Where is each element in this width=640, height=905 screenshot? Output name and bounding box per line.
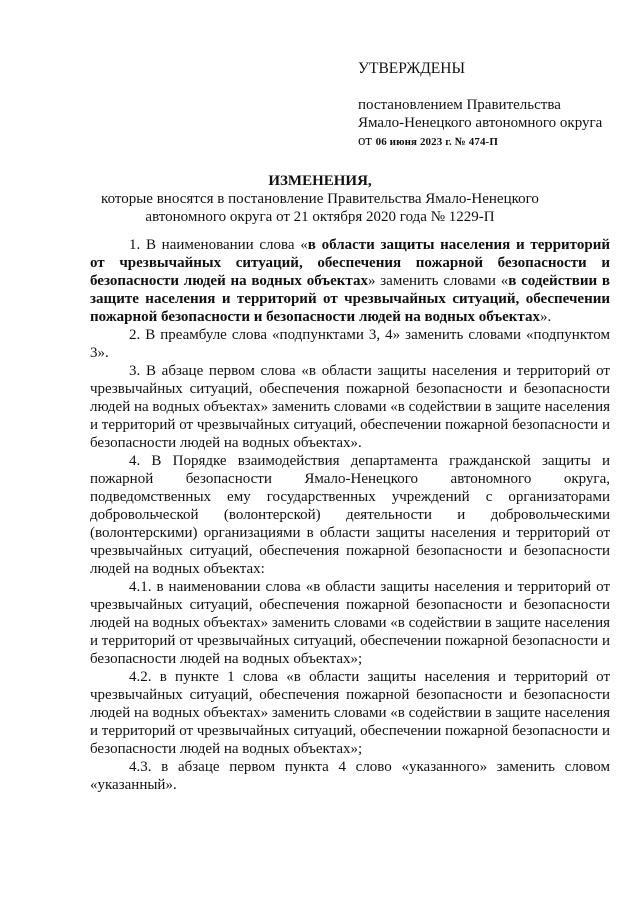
document-body bbox=[90, 236, 610, 794]
approval-line-1: постановлением Правительства bbox=[358, 97, 561, 113]
item-2: 2. В преамбуле слова «подпунктами 3, 4» заменить словами «подпунктом 3». bbox=[90, 327, 610, 361]
approval-from-prefix: от bbox=[358, 133, 372, 149]
heading-subtitle-line-2: автономного округа от 21 октября 2020 года № 1229-П bbox=[145, 209, 495, 225]
item-3: 3. В абзаце первом слова «в области защиты населения и территорий от чрезвычайных ситуаций, обеспечения пожарной безопасности и безопасности людей на водных объектах» заменить словами «в содействии в защите населения и территорий от чрезвычайных ситуаций, обеспечении пожарной безопасности и безопасности людей на водных объектах». bbox=[90, 363, 610, 451]
item-1-part-c: » заменить словами « bbox=[367, 273, 509, 289]
document-heading bbox=[90, 172, 550, 226]
approval-title: УТВЕРЖДЕНЫ bbox=[358, 60, 465, 77]
item-1-new-phrase: в содействии в защите населения и территорий от чрезвычайных ситуаций, обеспечении пожарной безопасности и безопасности людей на водных объектах bbox=[90, 273, 611, 325]
item-1-part-e: ». bbox=[539, 309, 552, 325]
item-4-1: 4.1. в наименовании слова «в области защиты населения и территорий от чрезвычайных ситуаций, обеспечения пожарной безопасности и безопасности людей на водных объектах» заменить словами «в содействии в защите населения и территорий от чрезвычайных ситуаций, обеспечении пожарной безопасности и безопасности людей на водных объектах»; bbox=[90, 579, 610, 667]
heading-subtitle-line-1: которые вносятся в постановление Правительства Ямало-Ненецкого bbox=[101, 191, 539, 207]
item-1-part-a: 1. В наименовании слова « bbox=[129, 237, 308, 253]
approval-decree-line bbox=[358, 132, 618, 151]
item-4-2: 4.2. в пункте 1 слова «в области защиты населения и территорий от чрезвычайных ситуаций, обеспечения пожарной безопасности и безопасности людей на водных объектах» заменить словами «в содействии в защите населения и территорий от чрезвычайных ситуаций, обеспечении пожарной безопасности и безопасности людей на водных объектах»; bbox=[90, 669, 610, 757]
heading-title: ИЗМЕНЕНИЯ, bbox=[268, 173, 372, 189]
item-1-old-phrase: в области защиты населения и территорий от чрезвычайных ситуаций, обеспечения пожарной безопасности и безопасности людей на водных объектах bbox=[90, 237, 610, 289]
approval-decree-number: 06 июня 2023 г. № 474-П bbox=[375, 136, 498, 148]
item-1 bbox=[90, 236, 610, 326]
item-4: 4. В Порядке взаимодействия департамента гражданской защиты и пожарной безопасности Ямало-Ненецкого автономного округа, подведомственных ему государственных учреждений с организаторами добровольческой (волонтерской) деятельности и добровольческими (волонтерскими) организациями в области защиты населения и территорий от чрезвычайных ситуаций, обеспечения пожарной безопасности и безопасности людей на водных объектах: bbox=[90, 453, 610, 577]
approval-line-2: Ямало-Ненецкого автономного округа bbox=[358, 115, 603, 131]
approval-block bbox=[358, 60, 618, 151]
item-4-3: 4.3. в абзаце первом пункта 4 слово «указанного» заменить словом «указанный». bbox=[90, 759, 610, 793]
